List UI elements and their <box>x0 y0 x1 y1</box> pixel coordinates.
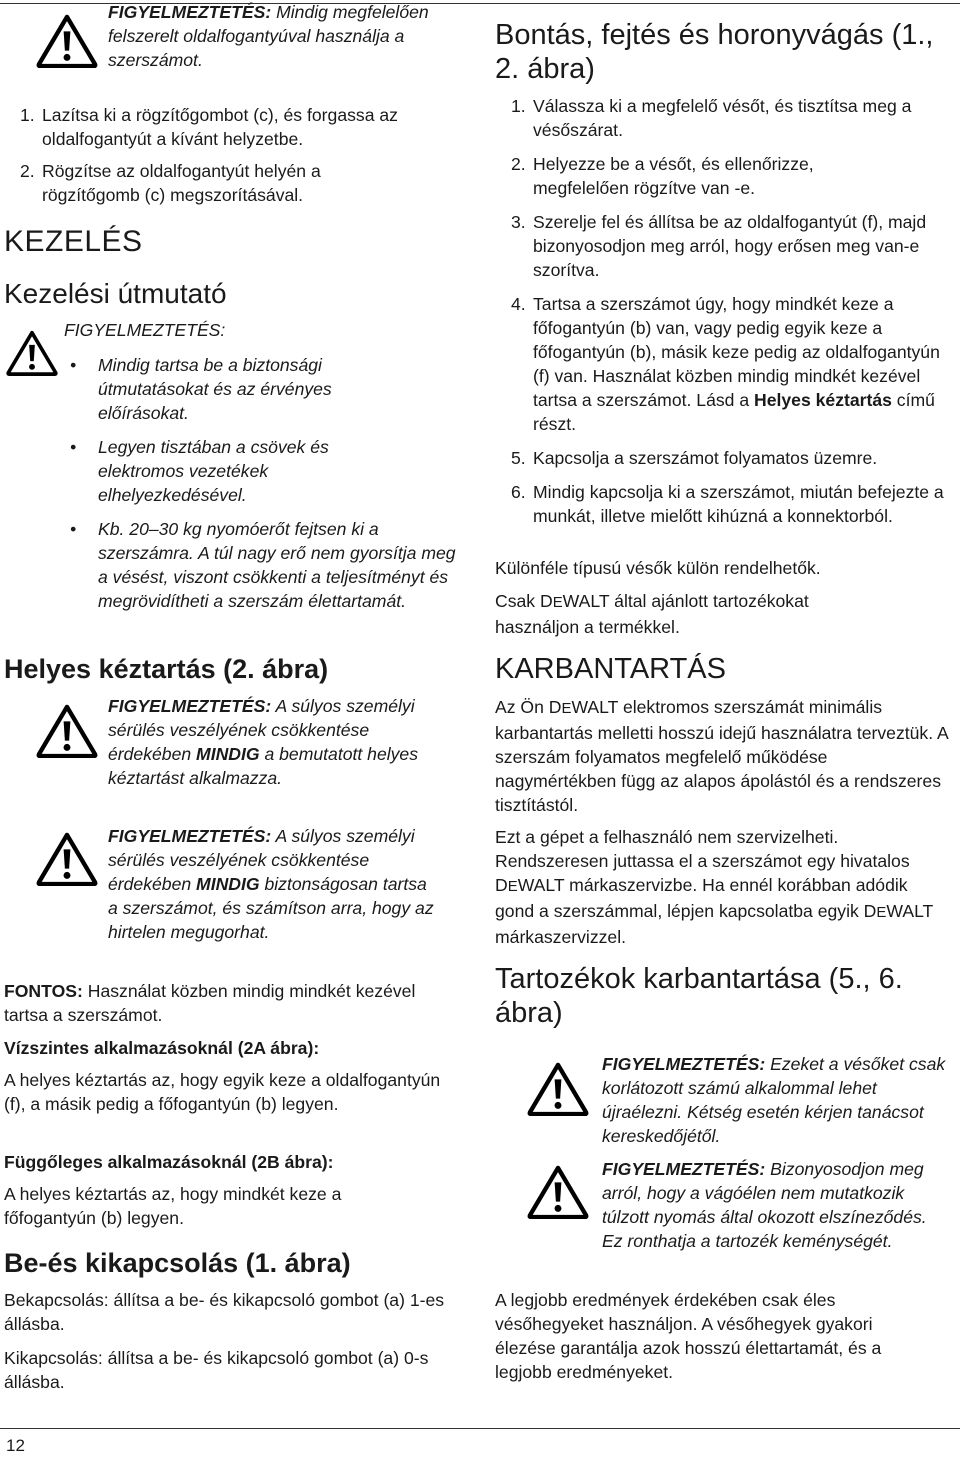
section-heading-tartozekok: Tartozékok karbantartása (5., 6. ábra) <box>495 963 903 1029</box>
section-heading-kezelesi-utmutato: Kezelési útmutató <box>4 278 227 309</box>
list-item: 2. Rögzítse az oldalfogantyút helyén a rögzítőgomb (c) megszorításával. <box>20 161 321 205</box>
maintenance-text-2: Ezt a gépet a felhasználó nem szervizelheti. Rendszeresen juttassa el a szerszámot egy hivatalos DEWALT márkaszervizbe. Ha ennél korábban adódik gond a szerszámmal, lépjen kapcsolatba egyik DEWALT márkaszervizzel. <box>495 827 933 947</box>
section-heading-karbantartas: KARBANTARTÁS <box>495 653 726 685</box>
maintenance-text-1: Az Ön DEWALT elektromos szerszámát minimális karbantartás melletti hosszú idejű használatra terveztük. A szerszám folyamatos megfelelő működése nagymértékben függ az alapos ápolástól és a rendszeres tisztítástól. <box>495 697 948 815</box>
warning-text: Mindig megfelelően felszerelt oldalfogantyúval használja a szerszámot. <box>108 2 429 70</box>
page-number: 12 <box>6 1436 25 1455</box>
sharp-tips-text: A legjobb eredmények érdekében csak éles vésőhegyeket használjon. A vésőhegyek gyakori élezése garantálja azok hosszú élettartamát, és a legjobb eredményeket. <box>495 1290 882 1382</box>
list-item: • Kb. 20–30 kg nyomóerőt fejtsen ki a szerszámra. A túl nagy erő nem gyorsítja meg a vésést, viszont csökkenti a teljesítményt és megrövidítheti a szerszám élettartamát. <box>70 519 456 611</box>
list-item: 6. Mindig kapcsolja ki a szerszámot, miután befejezte a munkát, illetve mielőtt kihúzná a konnektorból. <box>511 482 944 526</box>
warning-triangle-icon <box>527 1062 589 1116</box>
list-item: • Legyen tisztában a csövek és elektromos vezetékek elhelyezkedésével. <box>70 437 329 505</box>
section-heading-be-ki: Be-és kikapcsolás (1. ábra) <box>4 1248 351 1278</box>
list-item: • Mindig tartsa be a biztonsági útmutatásokat és az érvényes előírásokat. <box>70 355 332 423</box>
warning-bullets <box>68 353 468 613</box>
warning-triangle-icon <box>6 330 58 376</box>
warning-triangle-icon <box>36 832 98 886</box>
horizontal-label: Vízszintes alkalmazásoknál (2A ábra): <box>4 1038 320 1058</box>
switch-on-text: Bekapcsolás: állítsa a be- és kikapcsoló gombot (a) 1-es állásba. <box>4 1290 445 1334</box>
horizontal-text: A helyes kéztartás az, hogy egyik keze a oldalfogantyún (f), a másik pedig a főfogantyún (b) legyen. <box>4 1070 441 1114</box>
bottom-rule <box>0 1428 960 1429</box>
section-heading-bontas: Bontás, fejtés és horonyvágás (1., 2. ábra) <box>495 19 934 85</box>
bontas-steps <box>495 94 957 528</box>
list-item: 1. Lazítsa ki a rögzítőgombot (c), és forgassa az oldalfogantyút a kívánt helyzetbe. <box>20 105 398 149</box>
list-item: 2. Helyezze be a vésőt, és ellenőrizze, megfelelően rögzítve van -e. <box>511 154 814 198</box>
list-item: 1. Válassza ki a megfelelő vésőt, és tisztítsa meg a vésőszárat. <box>511 96 912 140</box>
warning-head: FIGYELMEZTETÉS: <box>64 320 226 340</box>
warning-triangle-icon <box>36 14 98 68</box>
switch-off-text: Kikapcsolás: állítsa a be- és kikapcsoló gombot (a) 0-s állásba. <box>4 1348 429 1392</box>
list-item: 4. Tartsa a szerszámot úgy, hogy mindkét keze a főfogantyún (b) van, vagy pedig egyik keze a főfogantyún (b), másik keze pedig az oldalfogantyún (f) van. Használat közben mindig mindkét kezével tartsa a szerszámot. Lásd a Helyes kéztartás című részt. <box>511 294 940 434</box>
warning-triangle-icon <box>527 1165 589 1219</box>
section-heading-kezeles: KEZELÉS <box>4 225 143 258</box>
warning-triangle-icon <box>36 704 98 758</box>
section-heading-helyes-keztartas: Helyes kéztartás (2. ábra) <box>4 654 329 684</box>
important-note: FONTOS: Használat közben mindig mindkét kezével tartsa a szerszámot. <box>4 981 416 1025</box>
accessories-note: Csak DEWALT által ajánlott tartozékokat használjon a termékkel. <box>495 591 809 637</box>
vertical-text: A helyes kéztartás az, hogy mindkét keze a főfogantyún (b) legyen. <box>4 1184 342 1228</box>
warning-head: FIGYELMEZTETÉS: <box>108 2 272 22</box>
vertical-label: Függőleges alkalmazásoknál (2B ábra): <box>4 1152 334 1172</box>
side-handle-steps <box>4 103 464 207</box>
chisels-note: Különféle típusú vésők külön rendelhetők. <box>495 558 821 578</box>
list-item: 5. Kapcsolja a szerszámot folyamatos üzemre. <box>511 448 878 468</box>
list-item: 3. Szerelje fel és állítsa be az oldalfogantyút (f), majd bizonyosodjon meg arról, hogy erősen meg van-e szorítva. <box>511 212 927 280</box>
